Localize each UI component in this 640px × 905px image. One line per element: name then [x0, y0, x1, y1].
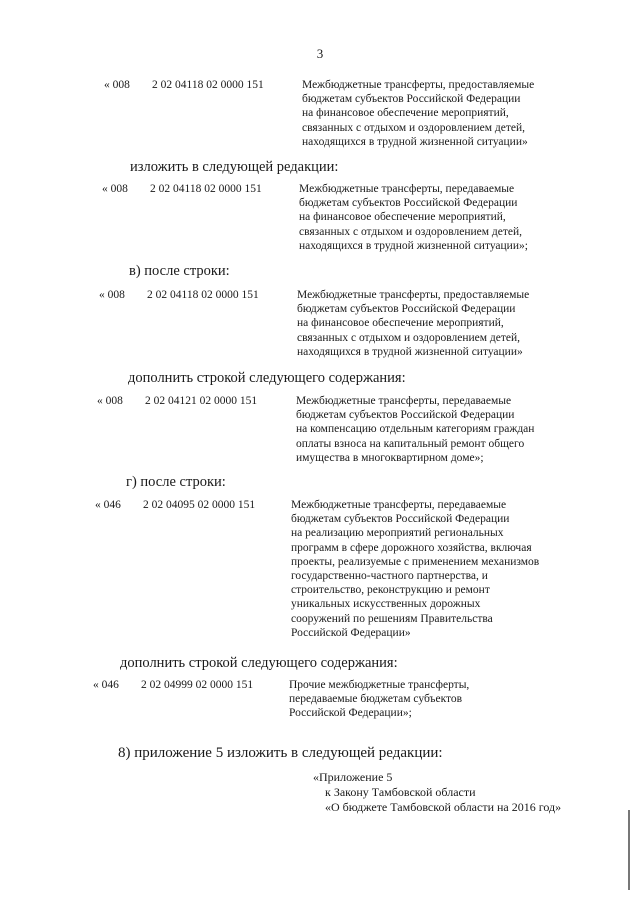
instruction-item-8: 8) приложение 5 изложить в следующей редакции: [118, 745, 443, 761]
admin-code: « 046 [95, 499, 121, 511]
description-line: связанных с отдыхом и оздоровлением детей, [302, 121, 526, 134]
instruction-g-after-row: г) после строки: [126, 474, 226, 490]
row-description [299, 182, 599, 253]
description-line: сооружений по решениям Правительства [291, 612, 493, 625]
description-line: бюджетам субъектов Российской Федерации [296, 409, 515, 422]
description-line: бюджетам субъектов Российской Федерации [291, 513, 510, 526]
description-line: Российской Федерации»; [289, 707, 412, 720]
admin-code: « 046 [93, 679, 119, 691]
admin-code: « 008 [97, 395, 123, 407]
description-line: уникальных искусственных дорожных [291, 598, 481, 611]
description-line: имущества в многоквартирном доме»; [296, 451, 484, 464]
scan-edge-mark [628, 810, 630, 890]
row-description [291, 498, 591, 640]
budget-classification-code: 2 02 04121 02 0000 151 [145, 395, 258, 407]
description-line: оплаты взноса на капитальный ремонт общего [296, 437, 525, 450]
budget-classification-code: 2 02 04999 02 0000 151 [141, 679, 254, 691]
budget-classification-code: 2 02 04118 02 0000 151 [152, 79, 264, 91]
annex-header [313, 770, 561, 815]
description-line: на компенсацию отдельным категориям граждан [296, 423, 535, 436]
description-line: находящихся в трудной жизненной ситуации» [297, 345, 523, 358]
description-line: проекты, реализуемые с применением механизмов [291, 555, 540, 568]
description-line: связанных с отдыхом и оздоровлением детей, [297, 331, 521, 344]
admin-code: « 008 [104, 79, 130, 91]
description-line: находящихся в трудной жизненной ситуации»; [299, 239, 528, 252]
description-line: программ в сфере дорожного хозяйства, включая [291, 541, 532, 554]
description-line: на финансовое обеспечение мероприятий, [297, 317, 504, 330]
description-line: бюджетам субъектов Российской Федерации [302, 93, 521, 106]
description-line: Российской Федерации» [291, 626, 411, 639]
description-line: государственно-частного партнерства, и [291, 570, 488, 583]
description-line: Межбюджетные трансферты, передаваемые [299, 183, 515, 195]
description-line: передаваемые бюджетам субъектов [289, 693, 463, 706]
description-line: на финансовое обеспечение мероприятий, [302, 107, 509, 120]
description-line: строительство, реконструкцию и ремонт [291, 584, 490, 597]
page-number: 3 [316, 46, 324, 61]
description-line: Межбюджетные трансферты, передаваемые [296, 395, 512, 407]
description-line: на финансовое обеспечение мероприятий, [299, 211, 506, 224]
instruction-v-after-row: в) после строки: [129, 263, 230, 279]
description-line: Прочие межбюджетные трансферты, [289, 679, 470, 691]
description-line: находящихся в трудной жизненной ситуации» [302, 135, 528, 148]
row-description [296, 394, 596, 465]
description-line: бюджетам субъектов Российской Федерации [299, 197, 518, 210]
description-line: Межбюджетные трансферты, предоставляемые [302, 79, 535, 91]
description-line: Межбюджетные трансферты, передаваемые [291, 499, 507, 511]
annex-law-name: «О бюджете Тамбовской области на 2016 год» [325, 800, 562, 814]
instruction-add-row-2: дополнить строкой следующего содержания: [120, 655, 398, 671]
annex-title: «Приложение 5 [313, 770, 393, 784]
instruction-edit: изложить в следующей редакции: [130, 159, 339, 175]
description-line: бюджетам субъектов Российской Федерации [297, 303, 516, 316]
budget-classification-code: 2 02 04118 02 0000 151 [147, 289, 259, 301]
budget-classification-code: 2 02 04118 02 0000 151 [150, 183, 262, 195]
budget-classification-code: 2 02 04095 02 0000 151 [143, 499, 256, 511]
description-line: связанных с отдыхом и оздоровлением детей, [299, 225, 523, 238]
row-description [302, 78, 602, 149]
row-description [297, 288, 597, 359]
annex-law-ref: к Закону Тамбовской области [325, 785, 476, 799]
description-line: на реализацию мероприятий региональных [291, 527, 504, 540]
row-description [289, 678, 589, 721]
instruction-add-row-1: дополнить строкой следующего содержания: [128, 370, 406, 386]
admin-code: « 008 [99, 289, 125, 301]
description-line: Межбюджетные трансферты, предоставляемые [297, 289, 530, 301]
admin-code: « 008 [102, 183, 128, 195]
